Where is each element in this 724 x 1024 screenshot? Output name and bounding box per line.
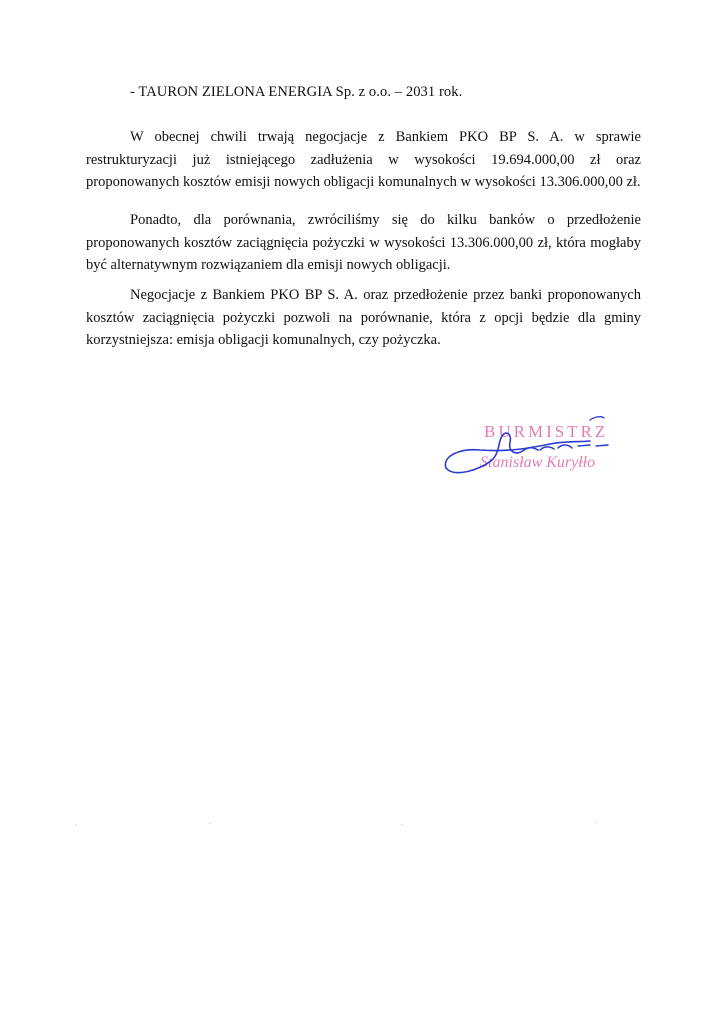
handwritten-signature [440, 408, 630, 488]
mayor-stamp [440, 408, 630, 488]
paragraph-conclusion: Negocjacje z Bankiem PKO BP S. A. oraz przedłożenie przez banki proponowanych kosztów zaciągnięcia pożyczki pozwoli na porównanie, która z opcji będzie dla gminy korzystniejsza: emisja obligacji komunalnych, czy pożyczka. [86, 287, 641, 348]
stamp-title: BURMISTRZ [484, 422, 609, 441]
scan-specks [0, 820, 724, 830]
paragraph-comparison: Ponadto, dla porównania, zwróciliśmy się do kilku banków o przedłożenie proponowanych kosztów zaciągnięcia pożyczki w wysokości 13.306.000,00 zł, która mogłaby być alternatywnym rozwiązaniem dla emisji nowych obligacji. [86, 212, 641, 273]
paragraph-negotiations: W obecnej chwili trwają negocjacje z Bankiem PKO BP S. A. w sprawie restrukturyzacji już istniejącego zadłużenia w wysokości 19.694.000,00 zł oraz proponowanych kosztów emisji nowych obligacji komunalnych w wysokości 13.306.000,00 zł. [86, 129, 641, 190]
tauron-line: - TAURON ZIELONA ENERGIA Sp. z o.o. – 2031 rok. [130, 84, 463, 100]
stamp-name: Stanisław Kuryłło [480, 454, 596, 471]
